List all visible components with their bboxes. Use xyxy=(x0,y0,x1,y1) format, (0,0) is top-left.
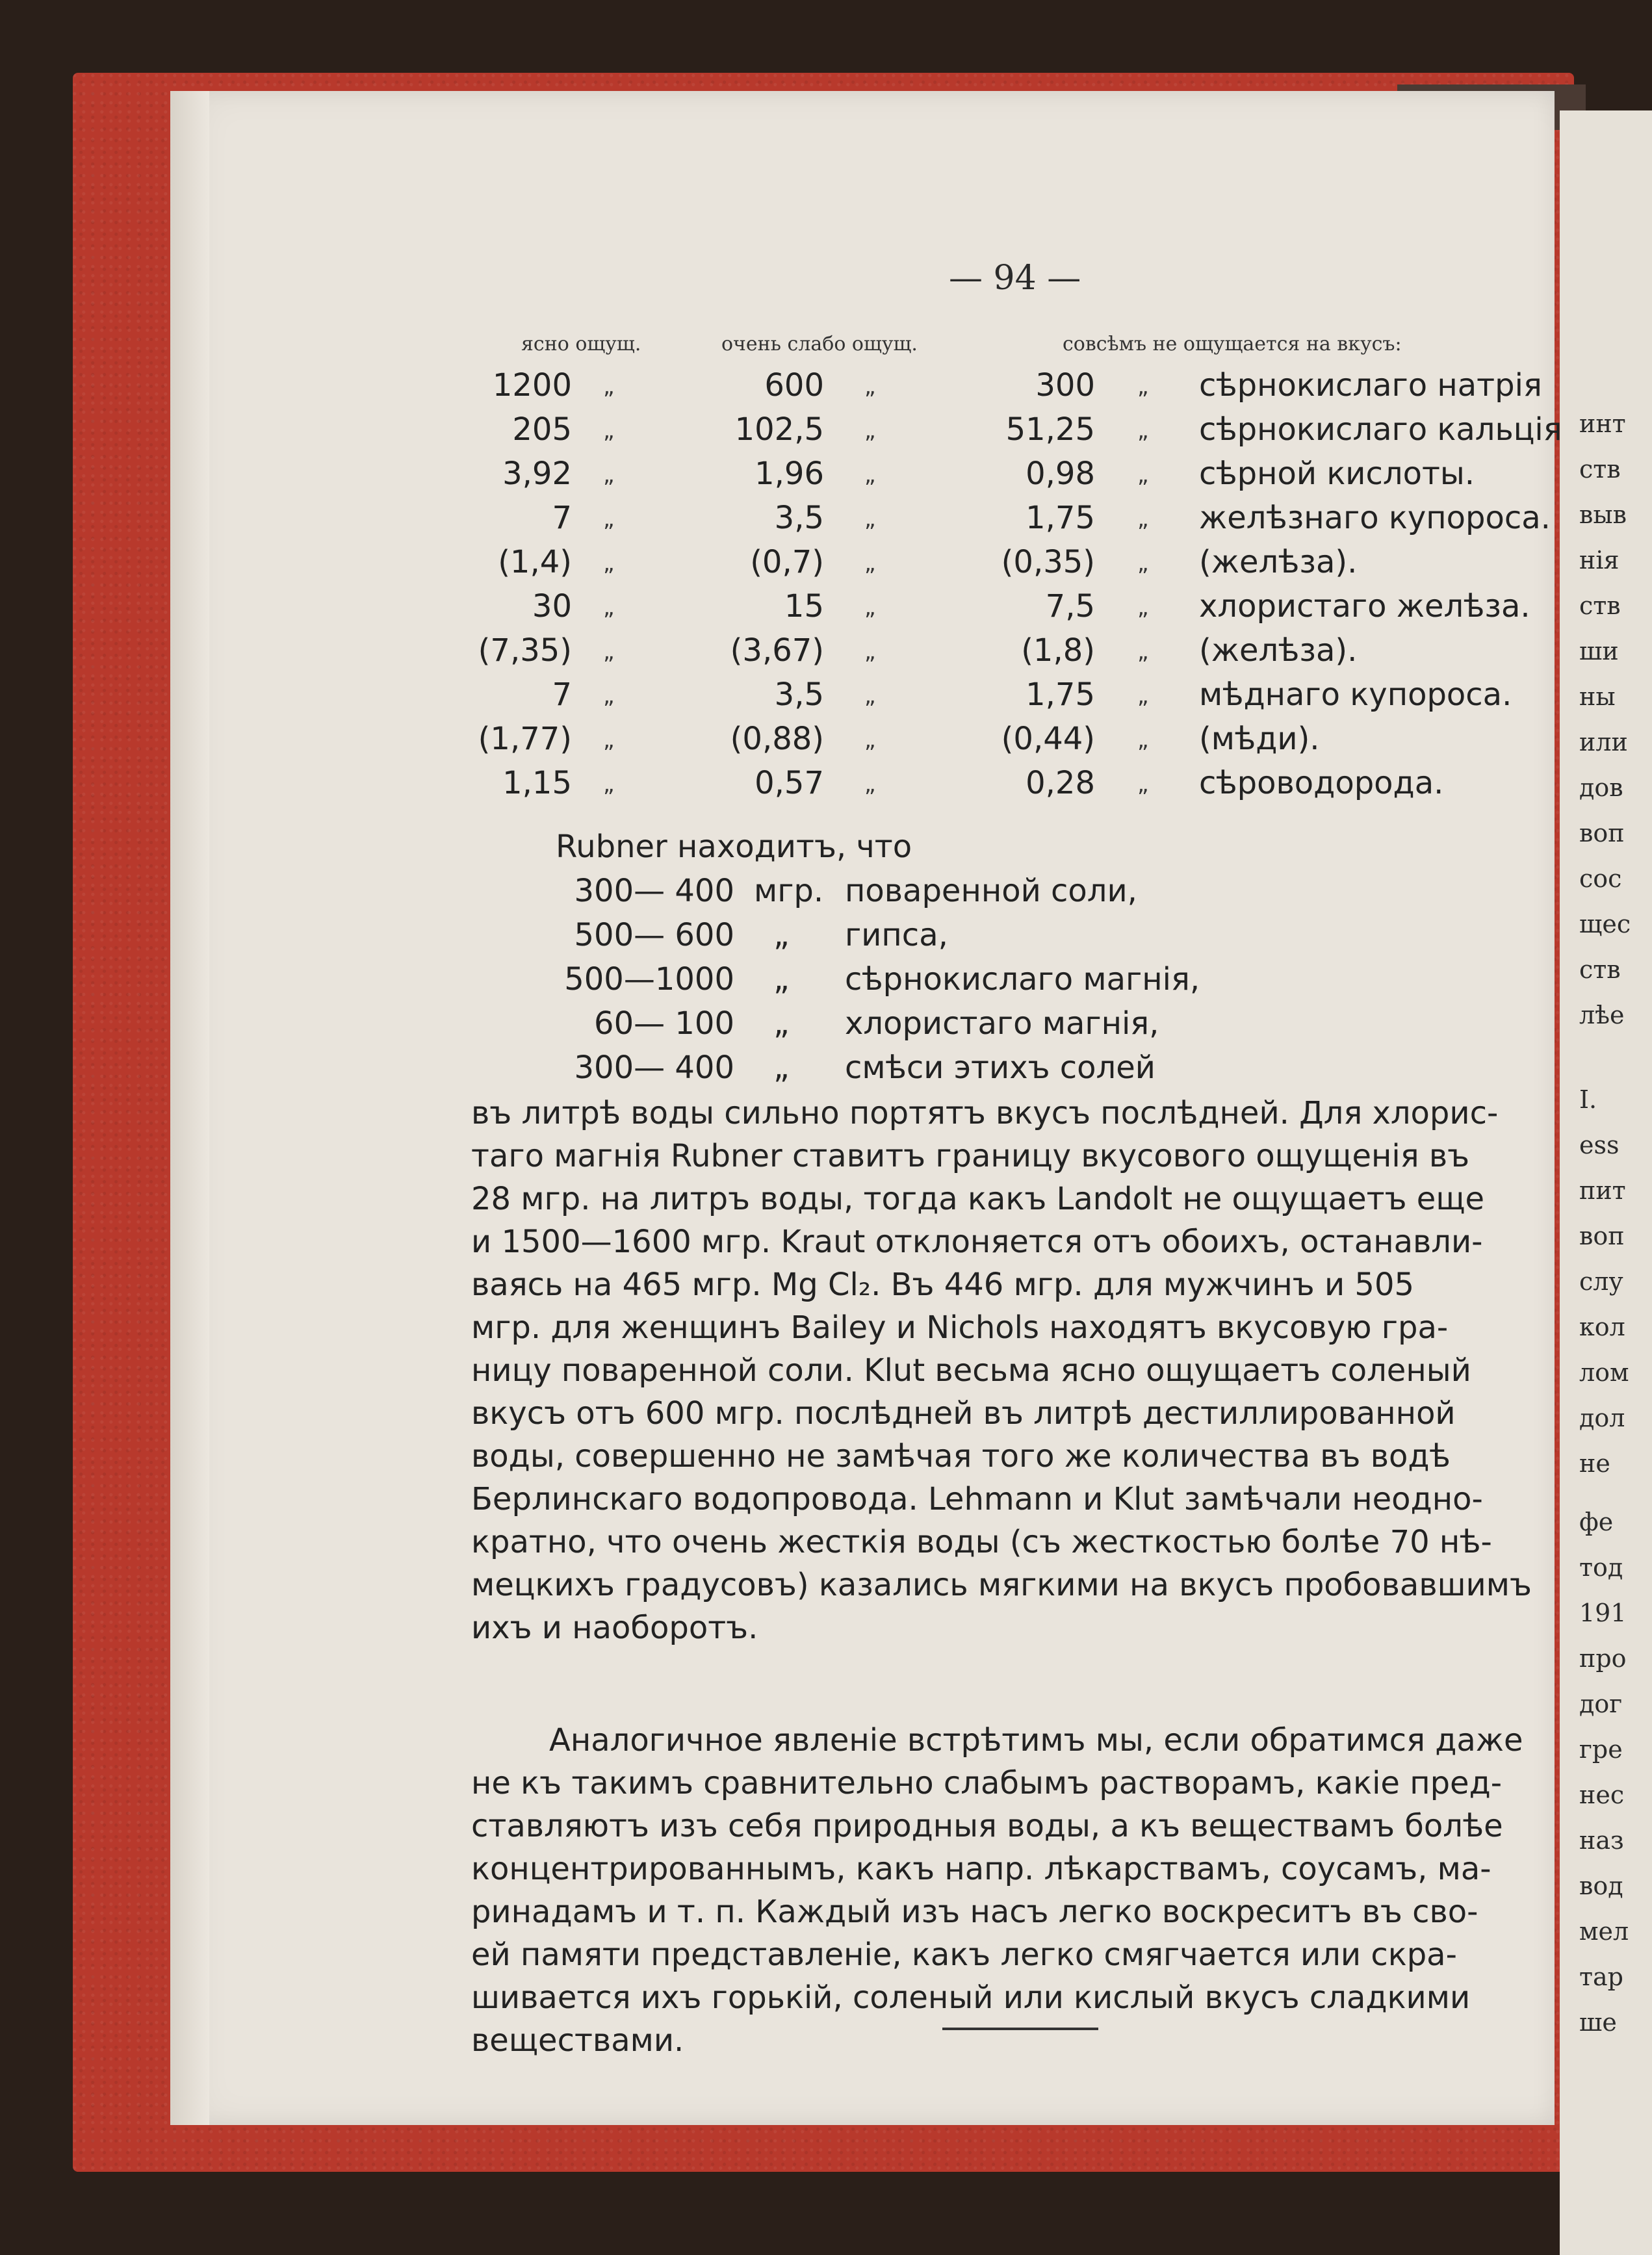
value-none: 0,28 xyxy=(1026,765,1095,801)
text-line: веществами. xyxy=(471,2022,684,2059)
next-page-fragment: дов xyxy=(1579,773,1623,802)
substance-name: сѣроводорода. xyxy=(1199,765,1444,801)
next-page-fragment: ств xyxy=(1579,955,1621,984)
substance-name: мѣднаго купороса. xyxy=(1199,676,1512,713)
next-page-fragment: лѣе xyxy=(1579,1001,1625,1029)
value-clear: 1200 xyxy=(492,367,572,404)
rubner-range: 300— 400 xyxy=(574,873,734,909)
rubner-intro: Rubner находитъ, что xyxy=(556,829,912,865)
value-clear: 30 xyxy=(532,588,572,625)
column-header-clear: ясно ощущ. xyxy=(521,333,641,355)
ditto-mark: „ xyxy=(603,418,615,444)
value-weak: 15 xyxy=(784,588,824,625)
next-page-fragment: воп xyxy=(1579,819,1625,847)
next-page-fragment: нес xyxy=(1579,1781,1625,1809)
substance-name: сѣрной кислоты. xyxy=(1199,456,1475,492)
text-line: ихъ и наоборотъ. xyxy=(471,1610,758,1646)
page-edge-shadow xyxy=(170,91,209,2125)
ditto-mark: „ xyxy=(1137,462,1149,488)
next-page-fragment: слу xyxy=(1579,1267,1623,1296)
text-line: ваясь на 465 мгр. Mg Cl₂. Въ 446 мгр. для мужчинъ и 505 xyxy=(471,1267,1415,1303)
text-line: и 1500—1600 мгр. Kraut отклоняется отъ обоихъ, останавли- xyxy=(471,1224,1483,1260)
ditto-mark: „ xyxy=(864,639,876,665)
ditto-mark: „ xyxy=(1137,550,1149,576)
value-weak: (0,88) xyxy=(730,721,824,757)
text-line: мгр. для женщинъ Bailey и Nichols находятъ вкусовую гра- xyxy=(471,1309,1449,1346)
next-page-fragment: не xyxy=(1579,1449,1610,1478)
value-none: 1,75 xyxy=(1026,500,1095,536)
next-page-fragment: воп xyxy=(1579,1222,1625,1250)
rubner-unit: „ xyxy=(773,1005,790,1042)
ditto-mark: „ xyxy=(603,374,615,400)
column-header-none: совсѣмъ не ощущается на вкусъ: xyxy=(1063,333,1402,355)
text-line: ставляютъ изъ себя природныя воды, а къ веществамъ болѣе xyxy=(471,1808,1503,1844)
text-line: не къ такимъ сравнительно слабымъ растворамъ, какіе пред- xyxy=(471,1765,1503,1801)
value-clear: 3,92 xyxy=(502,456,572,492)
rubner-range: 500—1000 xyxy=(564,961,734,998)
ditto-mark: „ xyxy=(603,727,615,753)
rubner-unit: „ xyxy=(773,1050,790,1086)
text-line: концентрированнымъ, какъ напр. лѣкарствамъ, соусамъ, ма- xyxy=(471,1851,1491,1887)
ditto-mark: „ xyxy=(603,683,615,709)
value-weak: 3,5 xyxy=(774,500,824,536)
rubner-substance: сѣрнокислаго магнія, xyxy=(845,961,1200,998)
text-line: шивается ихъ горькій, соленый или кислый вкусъ сладкими xyxy=(471,1979,1471,2016)
next-page-fragment: ны xyxy=(1579,682,1616,711)
next-page-fragment: 191 xyxy=(1579,1599,1627,1627)
value-weak: (0,7) xyxy=(750,544,824,580)
next-page-fragment: сос xyxy=(1579,864,1622,893)
next-page-fragment: тар xyxy=(1579,1963,1624,1991)
value-none: 0,98 xyxy=(1026,456,1095,492)
ditto-mark: „ xyxy=(1137,506,1149,532)
column-header-weak: очень слабо ощущ. xyxy=(721,333,918,355)
ditto-mark: „ xyxy=(1137,683,1149,709)
value-weak: 0,57 xyxy=(755,765,824,801)
next-page-fragment: вод xyxy=(1579,1872,1623,1900)
ditto-mark: „ xyxy=(1137,639,1149,665)
value-weak: (3,67) xyxy=(730,632,824,669)
value-clear: 1,15 xyxy=(502,765,572,801)
text-line: ей памяти представленіе, какъ легко смягчается или скра- xyxy=(471,1937,1457,1973)
next-page-fragment: или xyxy=(1579,728,1628,756)
value-clear: 7 xyxy=(552,676,572,713)
next-page-fragment: дог xyxy=(1579,1690,1623,1718)
value-none: 7,5 xyxy=(1045,588,1095,625)
text-line: воды, совершенно не замѣчая того же количества въ водѣ xyxy=(471,1438,1451,1475)
ditto-mark: „ xyxy=(864,462,876,488)
value-weak: 600 xyxy=(764,367,824,404)
value-clear: (7,35) xyxy=(478,632,572,669)
next-page-fragment: лом xyxy=(1579,1358,1629,1387)
text-line: 28 мгр. на литръ воды, тогда какъ Landolt не ощущаетъ еще xyxy=(471,1181,1485,1217)
text-line: Аналогичное явленіе встрѣтимъ мы, если обратимся даже xyxy=(549,1722,1523,1759)
next-page-fragment: гре xyxy=(1579,1735,1623,1764)
page-number: — 94 — xyxy=(949,259,1081,298)
value-none: 300 xyxy=(1035,367,1095,404)
next-page-fragment: ess xyxy=(1579,1131,1620,1159)
value-none: (1,8) xyxy=(1021,632,1095,669)
ditto-mark: „ xyxy=(603,595,615,621)
rubner-substance: смѣси этихъ солей xyxy=(845,1050,1155,1086)
ditto-mark: „ xyxy=(1137,418,1149,444)
next-page-fragment: нія xyxy=(1579,546,1620,574)
rubner-substance: гипса, xyxy=(845,917,948,953)
next-page-fragment: ств xyxy=(1579,455,1621,483)
ditto-mark: „ xyxy=(603,771,615,797)
ditto-mark: „ xyxy=(603,462,615,488)
ditto-mark: „ xyxy=(603,550,615,576)
ditto-mark: „ xyxy=(1137,727,1149,753)
substance-name: желѣзнаго купороса. xyxy=(1199,500,1551,536)
text-line: ринадамъ и т. п. Каждый изъ насъ легко воскреситъ въ сво- xyxy=(471,1894,1478,1930)
ditto-mark: „ xyxy=(1137,595,1149,621)
value-none: (0,35) xyxy=(1001,544,1095,580)
ditto-mark: „ xyxy=(1137,771,1149,797)
next-page-edge xyxy=(1560,110,1652,2255)
next-page-fragment: пит xyxy=(1579,1176,1626,1205)
next-page-fragment: ше xyxy=(1579,2008,1617,2037)
rubner-substance: поваренной соли, xyxy=(845,873,1137,909)
next-page-fragment: фе xyxy=(1579,1508,1614,1536)
value-weak: 3,5 xyxy=(774,676,824,713)
next-page-fragment: ши xyxy=(1579,637,1619,665)
ditto-mark: „ xyxy=(864,595,876,621)
next-page-fragment: наз xyxy=(1579,1826,1624,1855)
next-page-fragment: щес xyxy=(1579,910,1631,938)
next-page-fragment: ств xyxy=(1579,591,1621,620)
next-page-fragment: дол xyxy=(1579,1404,1625,1432)
value-none: 1,75 xyxy=(1026,676,1095,713)
rubner-range: 500— 600 xyxy=(574,917,734,953)
next-page-fragment: про xyxy=(1579,1644,1627,1673)
rubner-unit: „ xyxy=(773,917,790,953)
rubner-unit: мгр. xyxy=(754,873,824,909)
value-none: (0,44) xyxy=(1001,721,1095,757)
text-line: таго магнія Rubner ставитъ границу вкусового ощущенія въ xyxy=(471,1138,1470,1174)
text-line: въ литрѣ воды сильно портятъ вкусъ послѣдней. Для хлорис- xyxy=(471,1095,1499,1131)
ditto-mark: „ xyxy=(864,418,876,444)
ditto-mark: „ xyxy=(864,771,876,797)
ditto-mark: „ xyxy=(864,374,876,400)
rubner-range: 60— 100 xyxy=(594,1005,734,1042)
substance-name: сѣрнокислаго натрія xyxy=(1199,367,1542,404)
rubner-unit: „ xyxy=(773,961,790,998)
next-page-fragment: выв xyxy=(1579,500,1627,529)
ditto-mark: „ xyxy=(1137,374,1149,400)
next-page-fragment: I. xyxy=(1579,1085,1597,1114)
value-clear: (1,4) xyxy=(498,544,572,580)
text-line: ницу поваренной соли. Klut весьма ясно ощущаетъ соленый xyxy=(471,1352,1471,1389)
value-clear: (1,77) xyxy=(478,721,572,757)
text-line: кратно, что очень жесткія воды (съ жесткостью болѣе 70 нѣ- xyxy=(471,1524,1492,1560)
text-line: вкусъ отъ 600 мгр. послѣдней въ литрѣ дестиллированной xyxy=(471,1395,1456,1432)
ditto-mark: „ xyxy=(603,506,615,532)
value-clear: 205 xyxy=(512,411,572,448)
ditto-mark: „ xyxy=(864,683,876,709)
value-weak: 1,96 xyxy=(755,456,824,492)
value-none: 51,25 xyxy=(1005,411,1095,448)
substance-name: (желѣза). xyxy=(1199,544,1358,580)
rubner-range: 300— 400 xyxy=(574,1050,734,1086)
ditto-mark: „ xyxy=(864,506,876,532)
next-page-fragment: мел xyxy=(1579,1917,1629,1946)
text-line: Берлинскаго водопровода. Lehmann и Klut замѣчали неодно- xyxy=(471,1481,1483,1517)
end-rule xyxy=(942,2028,1098,2030)
next-page-fragment: инт xyxy=(1579,409,1626,438)
rubner-substance: хлористаго магнія, xyxy=(845,1005,1159,1042)
substance-name: (мѣди). xyxy=(1199,721,1320,757)
value-weak: 102,5 xyxy=(734,411,824,448)
next-page-fragment: кол xyxy=(1579,1313,1625,1341)
ditto-mark: „ xyxy=(603,639,615,665)
ditto-mark: „ xyxy=(864,550,876,576)
substance-name: хлористаго желѣза. xyxy=(1199,588,1530,625)
substance-name: сѣрнокислаго кальція xyxy=(1199,411,1562,448)
value-clear: 7 xyxy=(552,500,572,536)
substance-name: (желѣза). xyxy=(1199,632,1358,669)
next-page-fragment: тод xyxy=(1579,1553,1623,1582)
ditto-mark: „ xyxy=(864,727,876,753)
text-line: мецкихъ градусовъ) казались мягкими на вкусъ пробовавшимъ xyxy=(471,1567,1532,1603)
